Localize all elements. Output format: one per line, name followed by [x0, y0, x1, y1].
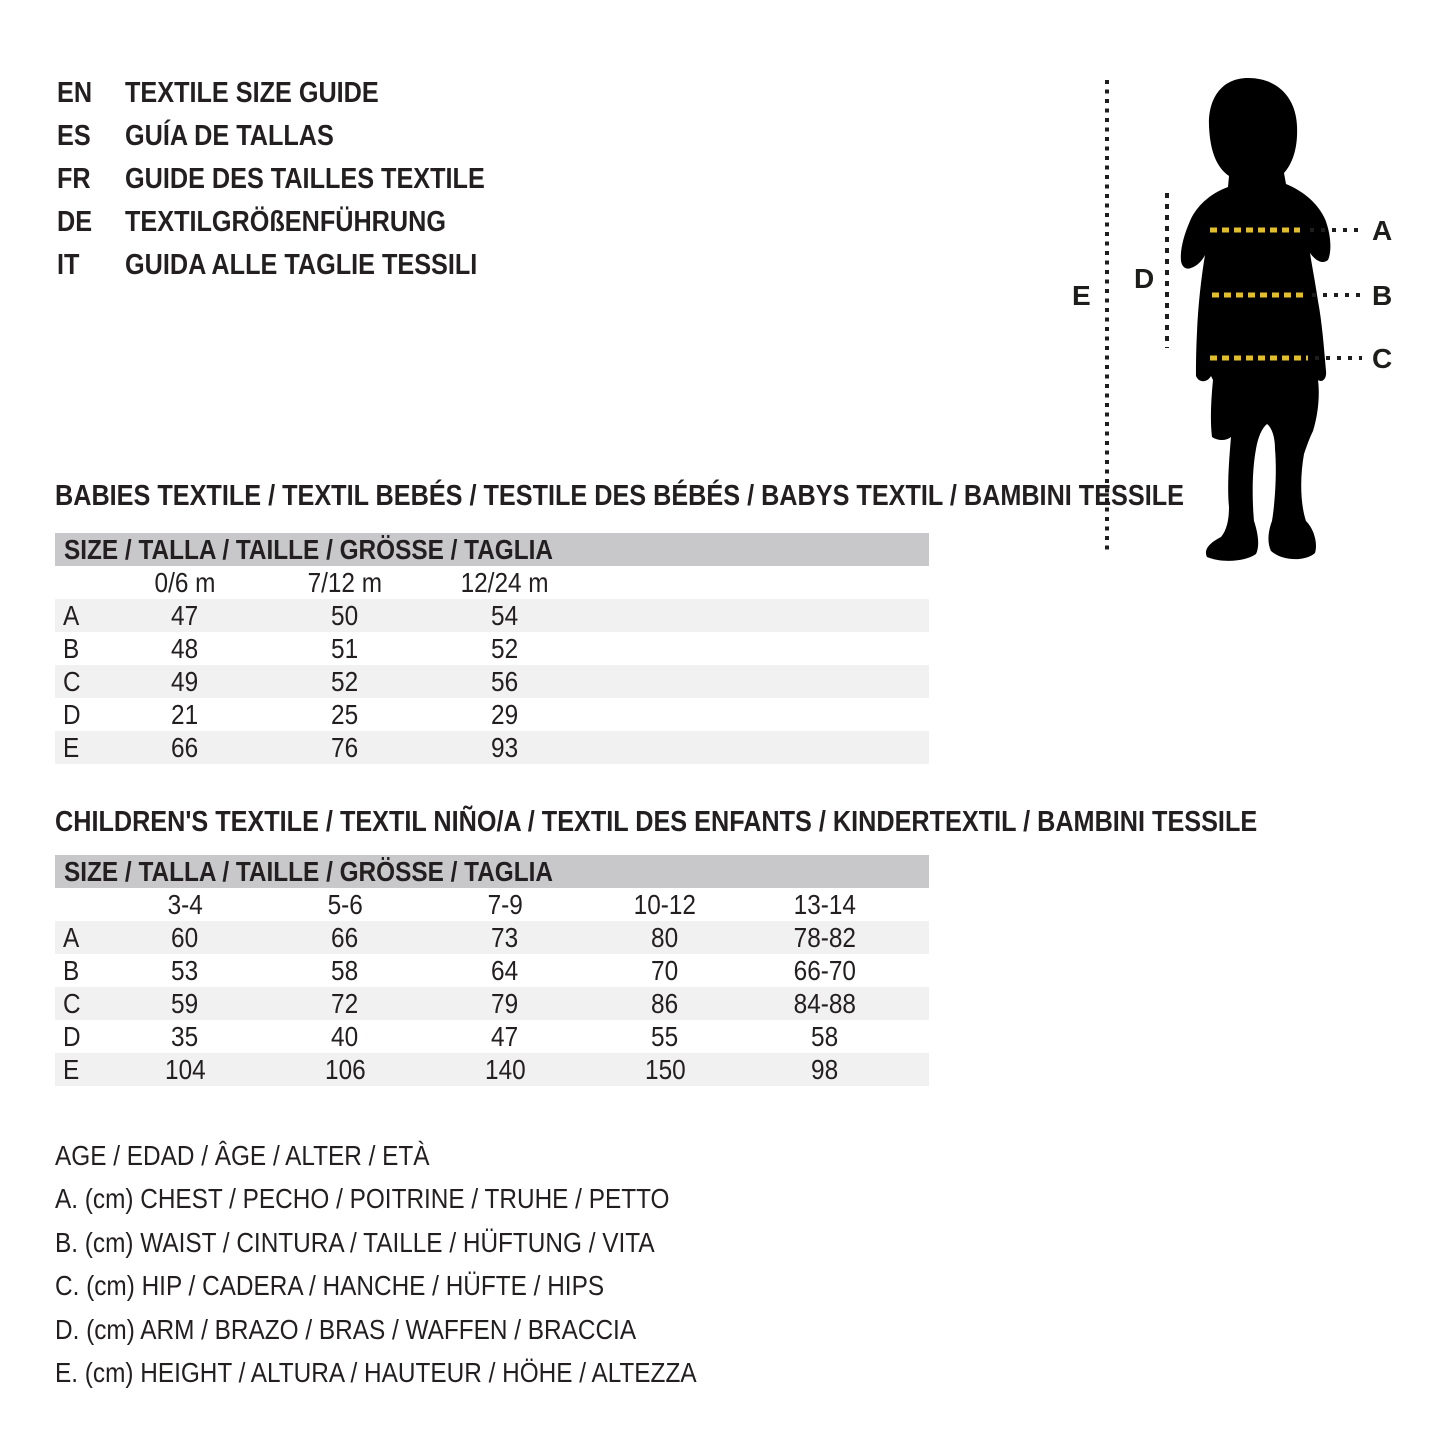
column-header: 10-12 [633, 888, 697, 920]
size-value: 52 [491, 632, 519, 664]
size-value: 56 [491, 665, 519, 697]
legend-line-height: E. (cm) HEIGHT / ALTURA / HAUTEUR / HÖHE / ALTEZZA [55, 1357, 697, 1389]
size-value: 76 [331, 731, 359, 763]
row-label: E [63, 731, 80, 763]
size-value: 47 [491, 1020, 519, 1052]
column-header: 0/6 m [154, 566, 216, 598]
language-code: EN [57, 77, 93, 109]
size-value: 58 [331, 954, 359, 986]
table-row [55, 632, 929, 665]
row-label: A [63, 599, 80, 631]
column-header: 7-9 [487, 888, 523, 920]
size-value: 59 [171, 987, 199, 1019]
table-row [55, 1020, 929, 1053]
legend-line-hip: C. (cm) HIP / CADERA / HANCHE / HÜFTE / HIPS [55, 1270, 605, 1302]
language-row [57, 244, 539, 287]
size-value: 48 [171, 632, 199, 664]
language-row [57, 72, 539, 115]
size-value: 64 [491, 954, 519, 986]
language-title: TEXTILE SIZE GUIDE [125, 77, 379, 109]
babies-section-heading: BABIES TEXTILE / TEXTIL BEBÉS / TESTILE DES BÉBÉS / BABYS TEXTIL / BAMBINI TESSILE [55, 480, 1184, 512]
table-size-header: SIZE / TALLA / TAILLE / GRÖSSE / TAGLIA [55, 855, 929, 888]
language-row [57, 115, 539, 158]
column-header: 13-14 [793, 888, 857, 920]
size-value: 140 [484, 1053, 526, 1085]
size-value: 51 [331, 632, 359, 664]
size-value: 150 [644, 1053, 686, 1085]
language-title: TEXTILGRÖßENFÜHRUNG [125, 206, 446, 238]
size-value: 40 [331, 1020, 359, 1052]
language-title: GUÍA DE TALLAS [125, 120, 334, 152]
size-value: 66-70 [793, 954, 857, 986]
row-label: D [63, 1020, 81, 1052]
size-value: 47 [171, 599, 199, 631]
language-code: FR [57, 163, 91, 195]
figure-label-e: E [1072, 280, 1091, 311]
size-value: 86 [651, 987, 679, 1019]
figure-label-c: C [1372, 343, 1393, 374]
size-value: 54 [491, 599, 519, 631]
language-row [57, 158, 539, 201]
measurement-legend [55, 1134, 792, 1395]
size-value: 49 [171, 665, 199, 697]
children-size-table [55, 855, 929, 1086]
size-value: 50 [331, 599, 359, 631]
column-header: 7/12 m [307, 566, 383, 598]
column-header: 5-6 [327, 888, 363, 920]
size-value: 21 [171, 698, 199, 730]
legend-line-chest: A. (cm) CHEST / PECHO / POITRINE / TRUHE / PETTO [55, 1183, 670, 1215]
children-section-heading: CHILDREN'S TEXTILE / TEXTIL NIÑO/A / TEXTIL DES ENFANTS / KINDERTEXTIL / BAMBINI TESSILE [55, 806, 1258, 838]
size-value: 80 [651, 921, 679, 953]
size-value: 25 [331, 698, 359, 730]
legend-line-age: AGE / EDAD / ÂGE / ALTER / ETÀ [55, 1139, 430, 1171]
size-value: 93 [491, 731, 519, 763]
size-value: 72 [331, 987, 359, 1019]
size-value: 55 [651, 1020, 679, 1052]
legend-line-arm: D. (cm) ARM / BRAZO / BRAS / WAFFEN / BRACCIA [55, 1313, 637, 1345]
column-header-row [55, 566, 929, 599]
size-value: 70 [651, 954, 679, 986]
row-label: D [63, 698, 81, 730]
babies-size-table [55, 533, 929, 764]
size-value: 104 [164, 1053, 206, 1085]
size-value: 79 [491, 987, 519, 1019]
size-value: 35 [171, 1020, 199, 1052]
size-value: 58 [811, 1020, 839, 1052]
row-label: A [63, 921, 80, 953]
size-value: 29 [491, 698, 519, 730]
legend-line-waist: B. (cm) WAIST / CINTURA / TAILLE / HÜFTUNG / VITA [55, 1226, 655, 1258]
language-row [57, 201, 539, 244]
figure-label-a: A [1372, 215, 1393, 246]
figure-label-d: D [1134, 263, 1155, 294]
table-row [55, 921, 929, 954]
size-value: 53 [171, 954, 199, 986]
column-header-row [55, 888, 929, 921]
column-header: 12/24 m [460, 566, 550, 598]
size-value: 73 [491, 921, 519, 953]
table-row [55, 599, 929, 632]
size-value: 60 [171, 921, 199, 953]
language-title: GUIDA ALLE TAGLIE TESSILI [125, 249, 478, 281]
size-value: 78-82 [793, 921, 857, 953]
size-value: 66 [331, 921, 359, 953]
table-row [55, 731, 929, 764]
table-row [55, 665, 929, 698]
table-row [55, 954, 929, 987]
table-row [55, 698, 929, 731]
language-code: DE [57, 206, 93, 238]
row-label: C [63, 987, 81, 1019]
row-label: E [63, 1053, 80, 1085]
size-value: 84-88 [793, 987, 857, 1019]
language-code: IT [57, 249, 80, 281]
size-value: 98 [811, 1053, 839, 1085]
size-value: 106 [324, 1053, 366, 1085]
language-title-block [57, 72, 539, 287]
table-row [55, 987, 929, 1020]
table-row [55, 1053, 929, 1086]
row-label: C [63, 665, 81, 697]
row-label: B [63, 954, 80, 986]
row-label: B [63, 632, 80, 664]
size-value: 52 [331, 665, 359, 697]
table-size-header: SIZE / TALLA / TAILLE / GRÖSSE / TAGLIA [55, 533, 929, 566]
language-title: GUIDE DES TAILLES TEXTILE [125, 163, 485, 195]
column-header: 3-4 [167, 888, 203, 920]
language-code: ES [57, 120, 91, 152]
figure-label-b: B [1372, 280, 1393, 311]
size-value: 66 [171, 731, 199, 763]
